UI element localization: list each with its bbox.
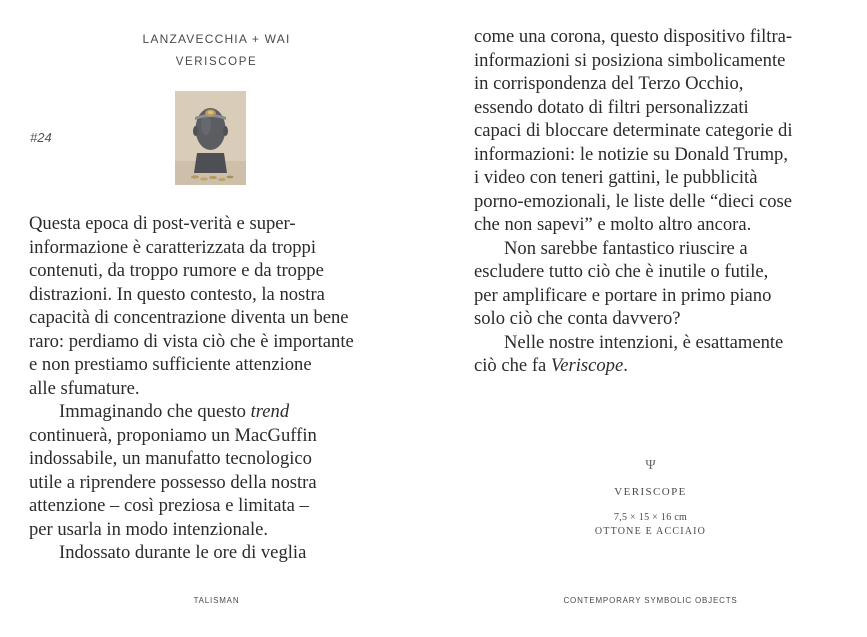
text-line: informazione è caratterizzata da troppi bbox=[29, 236, 317, 258]
veriscope-photo bbox=[175, 91, 246, 185]
text-line: come una corona, questo dispositivo filtra- bbox=[474, 26, 793, 47]
text-line: in corrispondenza del Terzo Occhio, bbox=[474, 73, 744, 94]
text-line: i video con teneri gattini, le pubblicità bbox=[474, 167, 758, 188]
text-line: e non prestiamo sufficiente attenzione bbox=[29, 354, 312, 375]
text-segment: Immaginando che questo bbox=[59, 401, 246, 422]
text-line: capaci di bloccare determinate categorie di bbox=[474, 120, 793, 141]
text-line: Questa epoca di post-verità e super- bbox=[29, 213, 296, 234]
text-line: utile a riprendere possesso della nostra bbox=[29, 471, 317, 493]
text-segment: ciò che fa bbox=[474, 355, 547, 376]
text-line: raro: perdiamo di vista ciò che è importante bbox=[29, 330, 354, 352]
text-line: capacità di concentrazione diventa un bene bbox=[29, 307, 349, 328]
right-page bbox=[434, 0, 867, 637]
left-footer: TALISMAN bbox=[193, 596, 240, 605]
text-line bbox=[474, 354, 854, 378]
caption-materials: OTTONE E ACCIAIO bbox=[594, 526, 707, 537]
text-line: per amplificare e portare in primo piano bbox=[474, 284, 772, 306]
text-line: informazioni si posiziona simbolicamente bbox=[474, 49, 786, 71]
text-line: Nelle nostre intenzioni, è esattamente bbox=[504, 331, 784, 353]
text-line: continuerà, proponiamo un MacGuffin bbox=[29, 424, 317, 446]
caption-title: VERISCOPE bbox=[614, 486, 687, 498]
text-line: alle sfumature. bbox=[29, 377, 140, 399]
right-body-text bbox=[474, 25, 854, 378]
text-line: contenuti, da troppo rumore e da troppe bbox=[29, 260, 324, 281]
text-line: attenzione – così preziosa e limitata – bbox=[29, 495, 309, 516]
text-line: informazioni: le notizie su Donald Trump, bbox=[474, 143, 788, 165]
text-segment: . bbox=[623, 355, 628, 376]
text-line bbox=[29, 400, 409, 424]
left-page bbox=[0, 0, 433, 637]
caption-dimensions: 7,5 × 15 × 16 cm bbox=[613, 512, 688, 523]
text-line: distrazioni. In questo contesto, la nostra bbox=[29, 283, 325, 305]
text-line: porno-emozionali, le liste delle “dieci cose bbox=[474, 190, 793, 212]
text-line: che non sapevi” e molto altro ancora. bbox=[474, 214, 752, 235]
text-line: Non sarebbe fantastico riuscire a bbox=[504, 237, 748, 259]
object-title: VERISCOPE bbox=[175, 56, 258, 68]
left-body-text bbox=[29, 212, 409, 565]
text-line: Indossato durante le ore di veglia bbox=[59, 542, 307, 563]
text-line: solo ciò che conta davvero? bbox=[474, 308, 681, 329]
text-line: indossabile, un manufatto tecnologico bbox=[29, 448, 312, 469]
mannequin-head-image bbox=[175, 91, 246, 185]
text-line: escludere tutto ciò che è inutile o futile, bbox=[474, 261, 769, 282]
author-name: LANZAVECCHIA + WAI bbox=[142, 32, 291, 46]
object-number: #24 bbox=[30, 130, 52, 145]
italic-word: trend bbox=[250, 401, 290, 422]
text-line: essendo dotato di filtri personalizzati bbox=[474, 96, 749, 118]
italic-word: Veriscope bbox=[550, 355, 624, 376]
right-footer: CONTEMPORARY SYMBOLIC OBJECTS bbox=[563, 596, 738, 605]
trident-icon: Ψ bbox=[645, 458, 656, 473]
text-line: per usarla in modo intenzionale. bbox=[29, 518, 269, 540]
